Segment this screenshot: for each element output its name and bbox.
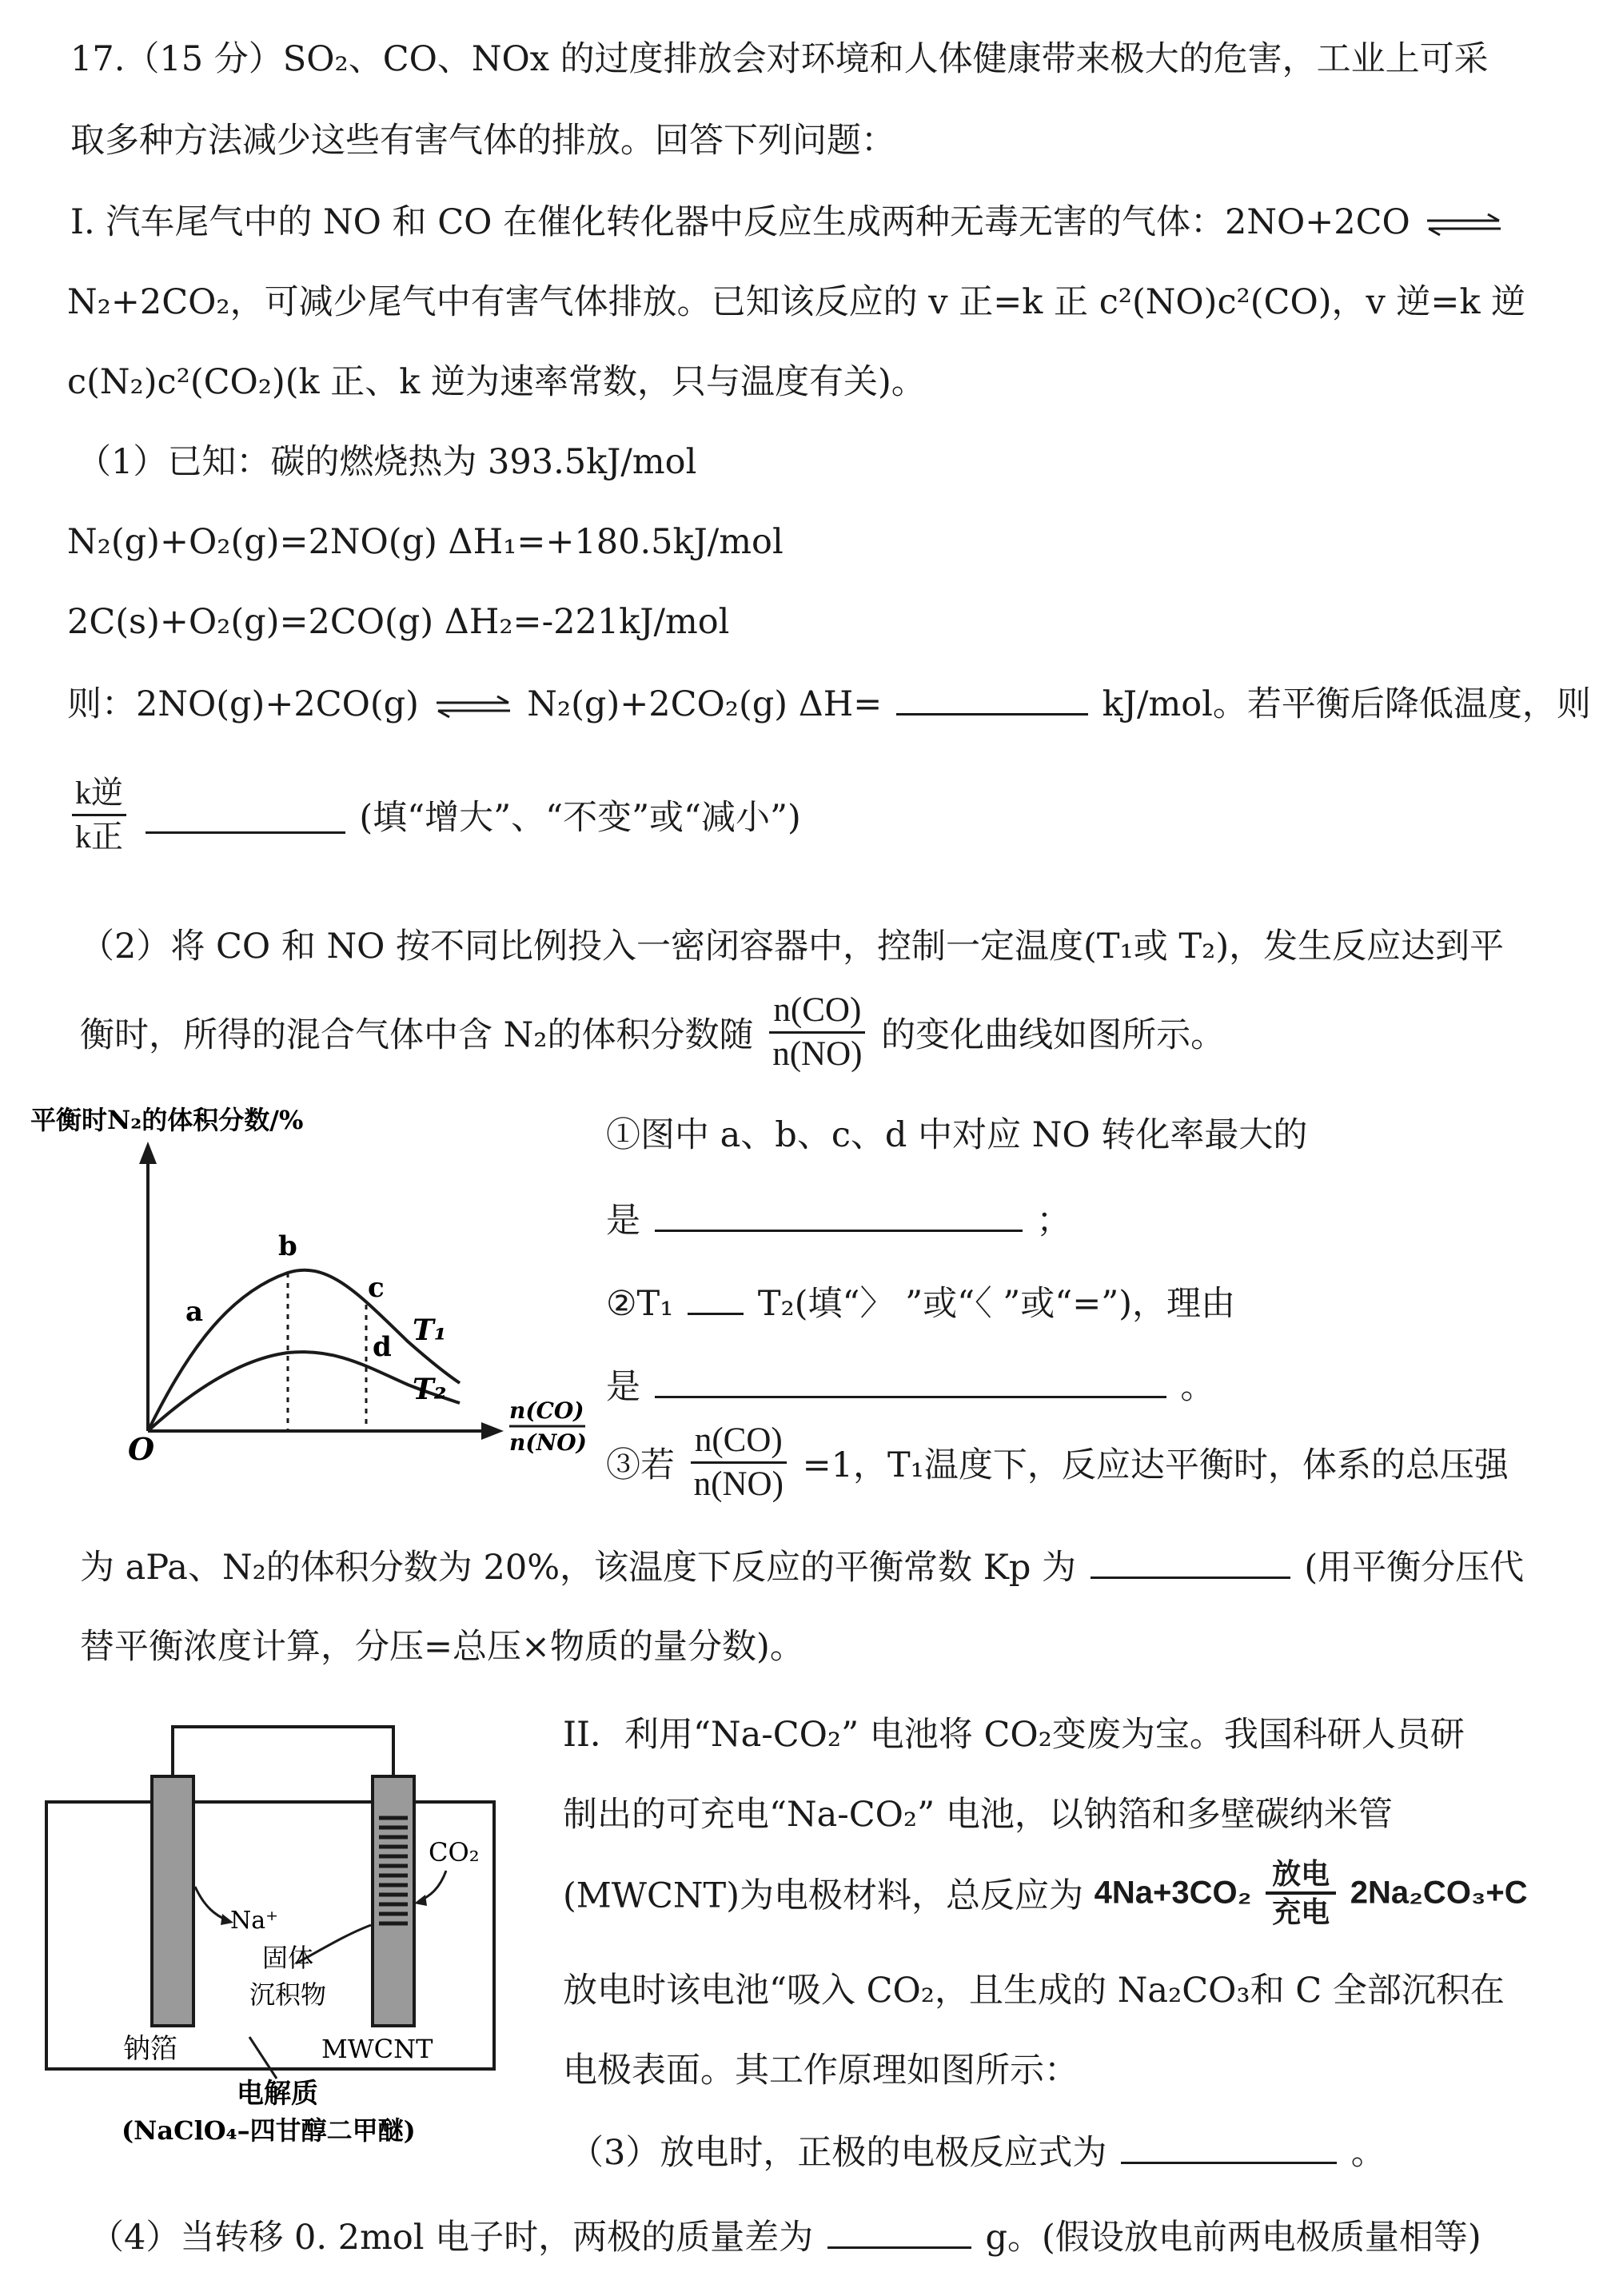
question-2-1-answer-line	[606, 1194, 1071, 1245]
sodium-foil-label: 钠箔	[123, 2033, 177, 2065]
answer-blank-delta-h[interactable]	[896, 678, 1088, 716]
condition-discharge: 放电	[1266, 1856, 1336, 1895]
answer-blank-temperature-compare[interactable]	[688, 1278, 744, 1315]
part2-line-3	[563, 1856, 1528, 1930]
answer-blank-reason[interactable]	[655, 1361, 1166, 1398]
n-ratio-numerator-2: n(CO)	[691, 1420, 787, 1464]
k-ratio-denominator: k正	[75, 819, 123, 855]
electrolyte-label: 电解质	[237, 2078, 318, 2110]
part1-intro: I. 汽车尾气中的 NO 和 CO 在催化转化器中反应生成两种无毒无害的气体：2NO+2CO	[70, 202, 1410, 242]
question-2-1: ①图中 a、b、c、d 中对应 NO 转化率最大的	[606, 1115, 1308, 1155]
problem-line-5: c(N₂)c²(CO₂)(k 正、k 逆为速率常数，只与温度有关)。	[67, 362, 926, 402]
equilibrium-arrow-icon	[1426, 213, 1502, 237]
answer-blank-kp[interactable]	[1091, 1541, 1290, 1579]
part2-line-5: 电极表面。其工作原理如图所示：	[563, 2051, 1079, 2091]
target-reaction-left: 则：2NO(g)+2CO(g)	[67, 684, 419, 724]
question-4-text: （4）当转移 0. 2mol 电子时，两极的质量差为	[90, 2218, 814, 2258]
problem-line-2: 取多种方法减少这些有害气体的排放。回答下列问题：	[70, 121, 895, 161]
sodium-foil-electrode	[152, 1776, 193, 2026]
n2-fraction-graph	[16, 1095, 592, 1463]
question-2-2-reason-suffix: 。	[1180, 1367, 1215, 1407]
point-b-label: b	[278, 1230, 297, 1262]
kp-question-hint: (用平衡分压代	[1304, 1548, 1525, 1588]
x-axis-arrow-icon	[481, 1422, 504, 1440]
k-ratio-hint: (填“增大”、“不变”或“减小”)	[359, 798, 801, 838]
k-ratio-numerator: k逆	[72, 772, 126, 816]
mwcnt-electrode	[373, 1776, 414, 2026]
problem-line-3	[70, 198, 1507, 246]
question-2-1-suffix: ；	[1036, 1201, 1071, 1241]
n-ratio-numerator: n(CO)	[769, 990, 865, 1034]
curve-t1-label: T₁	[413, 1313, 447, 1347]
question-2-3-text: =1，T₁温度下，反应达平衡时，体系的总压强	[802, 1445, 1509, 1485]
question-2-2-reason-prefix: 是	[606, 1367, 640, 1407]
question-2-3-note: 替平衡浓度计算，分压=总压×物质的量分数)。	[80, 1627, 804, 1667]
deposit-label-line2: 沉积物	[249, 1979, 327, 2010]
question-2-2-prefix: ②T₁	[606, 1284, 674, 1324]
deposit-label-line1: 固体	[262, 1943, 314, 1973]
total-reaction-reactants: 4Na+3CO₂	[1094, 1875, 1252, 1911]
problem-line-10	[67, 772, 801, 858]
graph-y-label: 平衡时N₂的体积分数/%	[30, 1105, 304, 1135]
problem-line-4: N₂+2CO₂，可减少尾气中有害气体排放。已知该反应的 v 正=k 正 c²(NO)c²(CO)，v 逆=k 逆	[67, 282, 1526, 322]
question-4-suffix: g。(假设放电前两电极质量相等)	[985, 2218, 1481, 2258]
na-co2-battery-diagram	[32, 1719, 544, 2151]
question-2-2-hint: T₂(填“〉 ”或“〈 ”或“=”)，理由	[757, 1284, 1236, 1324]
point-a-label: a	[185, 1296, 204, 1328]
x-label-denominator: n(NO)	[509, 1429, 587, 1456]
n-ratio-fraction	[769, 990, 865, 1075]
curve-t2-label: T₂	[413, 1373, 447, 1406]
mwcnt-label: MWCNT	[321, 2034, 433, 2064]
question-2-1-prefix: 是	[606, 1201, 640, 1241]
point-c-label: c	[368, 1272, 385, 1304]
total-reaction-prefix: (MWCNT)为电极材料，总反应为	[563, 1875, 1083, 1916]
equation-2: 2C(s)+O₂(g)=2CO(g) ΔH₂=-221kJ/mol	[67, 602, 730, 642]
y-axis-arrow-icon	[139, 1142, 157, 1164]
question-2-3-cont	[80, 1541, 1524, 1592]
total-reaction-products: 2Na₂CO₃+C	[1350, 1875, 1528, 1911]
point-d-label: d	[373, 1331, 392, 1363]
question-1-intro: （1）已知：碳的燃烧热为 393.5kJ/mol	[77, 442, 697, 482]
question-4	[90, 2211, 1481, 2262]
n2-fraction-text: 衡时，所得的混合气体中含 N₂的体积分数随	[80, 1015, 754, 1055]
question-3-text: （3）放电时，正极的电极反应式为	[569, 2133, 1107, 2173]
equation-1: N₂(g)+O₂(g)=2NO(g) ΔH₁=+180.5kJ/mol	[67, 522, 784, 562]
n-ratio-denominator-2: n(NO)	[693, 1465, 784, 1503]
kp-question-text: 为 aPa、N₂的体积分数为 20%，该温度下反应的平衡常数 Kp 为	[80, 1548, 1077, 1588]
answer-blank-electrode-reaction[interactable]	[1121, 2127, 1337, 2164]
electrolyte-formula: (NaClO₄–四甘醇二甲醚)	[122, 2115, 416, 2146]
question-2-3	[606, 1420, 1509, 1505]
answer-blank-k-ratio[interactable]	[146, 796, 345, 834]
problem-line-12	[80, 990, 1225, 1075]
answer-blank-max-conversion[interactable]	[655, 1194, 1023, 1232]
target-reaction-right: N₂(g)+2CO₂(g) ΔH=	[527, 684, 883, 724]
electrolyte-cell	[46, 1802, 494, 2069]
na-ion-label: Na⁺	[230, 1907, 278, 1935]
part2-line-4: 放电时该电池“吸入 CO₂，且生成的 Na₂CO₃和 C 全部沉积在	[563, 1971, 1505, 2011]
question-3	[569, 2127, 1386, 2177]
answer-blank-mass-difference[interactable]	[827, 2211, 971, 2249]
co2-label: CO₂	[429, 1837, 480, 1867]
x-label-numerator: n(CO)	[509, 1397, 584, 1424]
question-2-2	[606, 1278, 1235, 1328]
condition-charge: 充电	[1272, 1895, 1330, 1928]
part2-line-2: 制出的可充电“Na-CO₂” 电池，以钠箔和多壁碳纳米管	[563, 1795, 1393, 1835]
question-2-2-reason-line	[606, 1361, 1214, 1411]
n-ratio-fraction-2	[691, 1420, 787, 1505]
question-2-3-prefix: ③若	[606, 1445, 675, 1485]
question-3-suffix: 。	[1350, 2133, 1386, 2173]
reaction-condition	[1266, 1856, 1336, 1930]
part2-line-1: II．利用“Na-CO₂” 电池将 CO₂变废为宝。我国科研人员研	[563, 1715, 1465, 1755]
problem-line-1: 17.（15 分）SO₂、CO、NOx 的过度排放会对环境和人体健康带来极大的危害，工业上可采	[70, 39, 1489, 79]
question-2-intro: （2）将 CO 和 NO 按不同比例投入一密闭容器中，控制一定温度(T₁或 T₂)，发生反应达到平	[80, 927, 1505, 967]
equilibrium-arrow-icon	[435, 695, 512, 719]
target-reaction-tail: kJ/mol。若平衡后降低温度，则	[1102, 684, 1591, 724]
n-ratio-denominator: n(NO)	[772, 1035, 863, 1073]
k-ratio-fraction	[72, 772, 126, 858]
graph-origin-label: O	[128, 1431, 155, 1463]
problem-line-9	[67, 678, 1591, 728]
curve-caption: 的变化曲线如图所示。	[881, 1015, 1226, 1055]
